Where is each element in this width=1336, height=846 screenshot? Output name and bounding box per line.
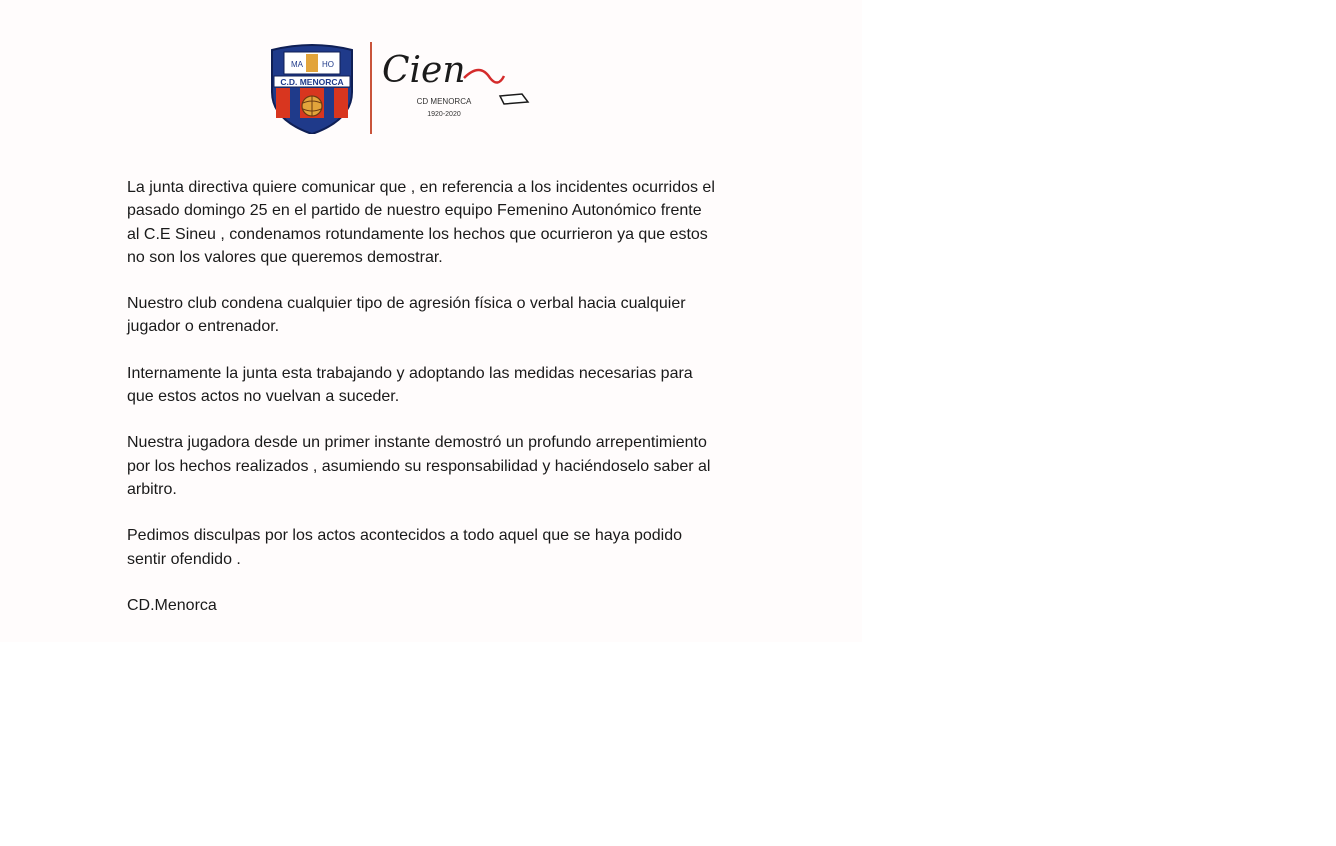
centenary-word: Cien: [382, 50, 466, 91]
crest-banner-text: C.D. MENORCA: [280, 77, 344, 87]
statement-paragraph-4: Nuestra jugadora desde un primer instante demostró un profundo arrepentimiento por los hechos realizados , asumiendo su responsabilidad y haciéndoselo saber al arbitro.: [127, 434, 711, 498]
centenary-club-text: CD MENORCA: [416, 97, 472, 106]
statement-paragraph-5: Pedimos disculpas por los actos acontecidos a todo aquel que se haya podido sentir ofendido .: [127, 527, 683, 568]
statement-signature: CD.Menorca: [127, 596, 217, 614]
crest-text-right: HO: [322, 60, 334, 69]
club-statement-document: [0, 0, 862, 642]
statement-paragraph-1: La junta directiva quiere comunicar que , en referencia a los incidentes ocurridos el pasado domingo 25 en el partido de nuestro equipo Femenino Autonómico frente al C.E Sineu , condenamos rotundamente los hechos que ocurrieron ya que estos no son los valores que queremos demostrar.: [127, 179, 715, 266]
boot-icon: [500, 94, 528, 104]
statement-body: [127, 176, 797, 617]
crest-text-left: MA: [291, 60, 303, 69]
statement-paragraph-2: Nuestro club condena cualquier tipo de agresión física o verbal hacia cualquier jugador o entrenador.: [127, 295, 686, 336]
cd-menorca-crest-logo: [266, 42, 358, 134]
statement-paragraph-3: Internamente la junta esta trabajando y adoptando las medidas necesarias para que estos actos no vuelvan a suceder.: [127, 364, 693, 406]
header-logos: [266, 38, 536, 138]
centenary-logo: [382, 48, 532, 128]
logo-divider: [370, 42, 372, 134]
centenary-years-text: 1920-2020: [427, 111, 461, 118]
